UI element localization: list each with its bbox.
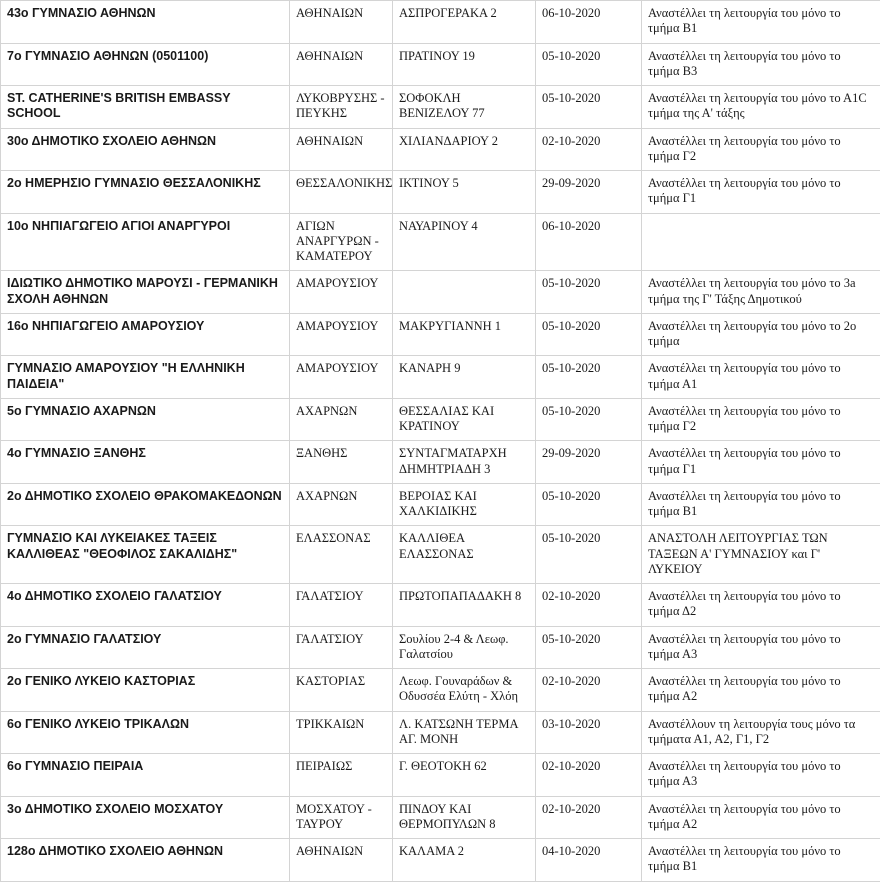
note-cell: Αναστέλλει τη λειτουργία του μόνο το Α1C τμήμα της Α' τάξης	[642, 86, 880, 129]
date-cell: 03-10-2020	[536, 711, 642, 754]
note-cell: Αναστέλλει τη λειτουργία του μόνο το τμήμα Β3	[642, 43, 880, 86]
school-name-cell: ST. CATHERINE'S BRITISH EMBASSY SCHOOL	[1, 86, 290, 129]
note-cell: Αναστέλλουν τη λειτουργία τους μόνο τα τμήματα Α1, Α2, Γ1, Γ2	[642, 711, 880, 754]
municipality-cell: ΑΜΑΡΟΥΣΙΟΥ	[290, 271, 393, 314]
municipality-cell: ΑΘΗΝΑΙΩΝ	[290, 128, 393, 171]
table-row	[1, 43, 880, 86]
address-cell: ΝΑΥΑΡΙΝΟΥ 4	[393, 213, 536, 271]
date-cell: 05-10-2020	[536, 626, 642, 669]
date-cell: 05-10-2020	[536, 398, 642, 441]
school-name-cell: 2ο ΓΕΝΙΚΟ ΛΥΚΕΙΟ ΚΑΣΤΟΡΙΑΣ	[1, 669, 290, 712]
municipality-cell: ΑΘΗΝΑΙΩΝ	[290, 1, 393, 44]
note-cell: Αναστέλλει τη λειτουργία του μόνο το τμήμα Γ2	[642, 128, 880, 171]
municipality-cell: ΑΓΙΩΝ ΑΝΑΡΓΥΡΩΝ - ΚΑΜΑΤΕΡΟΥ	[290, 213, 393, 271]
date-cell: 05-10-2020	[536, 356, 642, 399]
note-cell: Αναστέλλει τη λειτουργία του μόνο το τμήμα Γ1	[642, 171, 880, 214]
address-cell: ΙΚΤΙΝΟΥ 5	[393, 171, 536, 214]
date-cell: 05-10-2020	[536, 271, 642, 314]
note-cell: ΑΝΑΣΤΟΛΗ ΛΕΙΤΟΥΡΓΙΑΣ ΤΩΝ ΤΑΞΕΩΝ Α' ΓΥΜΝΑΣΙΟΥ και Γ' ΛΥΚΕΙΟΥ	[642, 526, 880, 584]
municipality-cell: ΑΧΑΡΝΩΝ	[290, 398, 393, 441]
address-cell: ΒΕΡΟΙΑΣ ΚΑΙ ΧΑΛΚΙΔΙΚΗΣ	[393, 483, 536, 526]
table-row	[1, 313, 880, 356]
municipality-cell: ΞΑΝΘΗΣ	[290, 441, 393, 484]
note-cell: Αναστέλλει τη λειτουργία του μόνο το τμήμα Γ2	[642, 398, 880, 441]
table-row	[1, 86, 880, 129]
note-cell: Αναστέλλει τη λειτουργία του μόνο το 3a τμήμα της Γ' Τάξης Δημοτικού	[642, 271, 880, 314]
address-cell: ΚΑΝΑΡΗ 9	[393, 356, 536, 399]
school-name-cell: 7ο ΓΥΜΝΑΣΙΟ ΑΘΗΝΩΝ (0501100)	[1, 43, 290, 86]
address-cell: ΣΟΦΟΚΛΗ ΒΕΝΙΖΕΛΟΥ 77	[393, 86, 536, 129]
address-cell: Σουλίου 2-4 & Λεωφ. Γαλατσίου	[393, 626, 536, 669]
table-row	[1, 171, 880, 214]
municipality-cell: ΓΑΛΑΤΣΙΟΥ	[290, 626, 393, 669]
municipality-cell: ΑΘΗΝΑΙΩΝ	[290, 43, 393, 86]
table-row	[1, 483, 880, 526]
address-cell: ΘΕΣΣΑΛΙΑΣ ΚΑΙ ΚΡΑΤΙΝΟΥ	[393, 398, 536, 441]
table-row	[1, 271, 880, 314]
date-cell: 02-10-2020	[536, 754, 642, 797]
note-cell: Αναστέλλει τη λειτουργία του μόνο το τμήμα Β1	[642, 483, 880, 526]
school-name-cell: ΙΔΙΩΤΙΚΟ ΔΗΜΟΤΙΚΟ ΜΑΡΟΥΣΙ - ΓΕΡΜΑΝΙΚΗ ΣΧΟΛΗ ΑΘΗΝΩΝ	[1, 271, 290, 314]
school-name-cell: 43ο ΓΥΜΝΑΣΙΟ ΑΘΗΝΩΝ	[1, 1, 290, 44]
table-row	[1, 526, 880, 584]
note-cell: Αναστέλλει τη λειτουργία του μόνο το τμήμα Α2	[642, 796, 880, 839]
table-row	[1, 796, 880, 839]
address-cell: ΧΙΛΙΑΝΔΑΡΙΟΥ 2	[393, 128, 536, 171]
date-cell: 05-10-2020	[536, 526, 642, 584]
school-name-cell: 4ο ΔΗΜΟΤΙΚΟ ΣΧΟΛΕΙΟ ΓΑΛΑΤΣΙΟΥ	[1, 584, 290, 627]
school-name-cell: 4ο ΓΥΜΝΑΣΙΟ ΞΑΝΘΗΣ	[1, 441, 290, 484]
date-cell: 05-10-2020	[536, 313, 642, 356]
date-cell: 05-10-2020	[536, 483, 642, 526]
note-cell	[642, 213, 880, 271]
note-cell: Αναστέλλει τη λειτουργία του μόνο το τμήμα Α2	[642, 669, 880, 712]
table-row	[1, 1, 880, 44]
date-cell: 06-10-2020	[536, 213, 642, 271]
address-cell: Λεωφ. Γουναράδων & Οδυσσέα Ελύτη - Χλόη	[393, 669, 536, 712]
municipality-cell: ΕΛΑΣΣΟΝΑΣ	[290, 526, 393, 584]
table-row	[1, 213, 880, 271]
note-cell: Αναστέλλει τη λειτουργία του μόνο το τμήμα Α3	[642, 626, 880, 669]
address-cell: ΠΡΑΤΙΝΟΥ 19	[393, 43, 536, 86]
date-cell: 02-10-2020	[536, 584, 642, 627]
address-cell: Γ. ΘΕΟΤΟΚΗ 62	[393, 754, 536, 797]
municipality-cell: ΘΕΣΣΑΛΟΝΙΚΗΣ	[290, 171, 393, 214]
school-name-cell: 5ο ΓΥΜΝΑΣΙΟ ΑΧΑΡΝΩΝ	[1, 398, 290, 441]
municipality-cell: ΑΜΑΡΟΥΣΙΟΥ	[290, 356, 393, 399]
date-cell: 05-10-2020	[536, 43, 642, 86]
table-row	[1, 398, 880, 441]
note-cell: Αναστέλλει τη λειτουργία του μόνο το τμήμα Α1	[642, 356, 880, 399]
note-cell: Αναστέλλει τη λειτουργία του μόνο το τμήμα Α3	[642, 754, 880, 797]
school-name-cell: ΓΥΜΝΑΣΙΟ ΚΑΙ ΛΥΚΕΙΑΚΕΣ ΤΑΞΕΙΣ ΚΑΛΛΙΘΕΑΣ "ΘΕΟΦΙΛΟΣ ΣΑΚΑΛΙΔΗΣ"	[1, 526, 290, 584]
table-row	[1, 839, 880, 882]
municipality-cell: ΜΟΣΧΑΤΟΥ - ΤΑΥΡΟΥ	[290, 796, 393, 839]
note-cell: Αναστέλλει τη λειτουργία του μόνο το 2ο τμήμα	[642, 313, 880, 356]
table-row	[1, 711, 880, 754]
school-name-cell: 16ο ΝΗΠΙΑΓΩΓΕΙΟ ΑΜΑΡΟΥΣΙΟΥ	[1, 313, 290, 356]
school-name-cell: 128ο ΔΗΜΟΤΙΚΟ ΣΧΟΛΕΙΟ ΑΘΗΝΩΝ	[1, 839, 290, 882]
date-cell: 02-10-2020	[536, 669, 642, 712]
school-name-cell: 2ο ΔΗΜΟΤΙΚΟ ΣΧΟΛΕΙΟ ΘΡΑΚΟΜΑΚΕΔΟΝΩΝ	[1, 483, 290, 526]
municipality-cell: ΠΕΙΡΑΙΩΣ	[290, 754, 393, 797]
municipality-cell: ΑΧΑΡΝΩΝ	[290, 483, 393, 526]
address-cell: ΜΑΚΡΥΓΙΑΝΝΗ 1	[393, 313, 536, 356]
note-cell: Αναστέλλει τη λειτουργία του μόνο το τμήμα Β1	[642, 839, 880, 882]
date-cell: 02-10-2020	[536, 128, 642, 171]
date-cell: 04-10-2020	[536, 839, 642, 882]
address-cell: ΑΣΠΡΟΓΕΡΑΚΑ 2	[393, 1, 536, 44]
school-name-cell: 2ο ΗΜΕΡΗΣΙΟ ΓΥΜΝΑΣΙΟ ΘΕΣΣΑΛΟΝΙΚΗΣ	[1, 171, 290, 214]
address-cell: Λ. ΚΑΤΣΩΝΗ ΤΕΡΜΑ ΑΓ. ΜΟΝΗ	[393, 711, 536, 754]
table-row	[1, 754, 880, 797]
table-body	[1, 1, 880, 882]
date-cell: 02-10-2020	[536, 796, 642, 839]
date-cell: 29-09-2020	[536, 171, 642, 214]
municipality-cell: ΤΡΙΚΚΑΙΩΝ	[290, 711, 393, 754]
address-cell: ΚΑΛΛΙΘΕΑ ΕΛΑΣΣΟΝΑΣ	[393, 526, 536, 584]
table-row	[1, 441, 880, 484]
table-row	[1, 626, 880, 669]
address-cell: ΣΥΝΤΑΓΜΑΤΑΡΧΗ ΔΗΜΗΤΡΙΑΔΗ 3	[393, 441, 536, 484]
school-name-cell: 10ο ΝΗΠΙΑΓΩΓΕΙΟ ΑΓΙΟΙ ΑΝΑΡΓΥΡΟΙ	[1, 213, 290, 271]
note-cell: Αναστέλλει τη λειτουργία του μόνο το τμήμα Δ2	[642, 584, 880, 627]
date-cell: 05-10-2020	[536, 86, 642, 129]
date-cell: 06-10-2020	[536, 1, 642, 44]
school-name-cell: 30ο ΔΗΜΟΤΙΚΟ ΣΧΟΛΕΙΟ ΑΘΗΝΩΝ	[1, 128, 290, 171]
address-cell	[393, 271, 536, 314]
address-cell: ΚΑΛΑΜΑ 2	[393, 839, 536, 882]
school-name-cell: 3ο ΔΗΜΟΤΙΚΟ ΣΧΟΛΕΙΟ ΜΟΣΧΑΤΟΥ	[1, 796, 290, 839]
table-row	[1, 128, 880, 171]
note-cell: Αναστέλλει τη λειτουργία του μόνο το τμήμα Γ1	[642, 441, 880, 484]
school-name-cell: 6ο ΓΥΜΝΑΣΙΟ ΠΕΙΡΑΙΑ	[1, 754, 290, 797]
municipality-cell: ΑΘΗΝΑΙΩΝ	[290, 839, 393, 882]
address-cell: ΠΡΩΤΟΠΑΠΑΔΑΚΗ 8	[393, 584, 536, 627]
school-name-cell: ΓΥΜΝΑΣΙΟ ΑΜΑΡΟΥΣΙΟΥ "Η ΕΛΛΗΝΙΚΗ ΠΑΙΔΕΙΑ"	[1, 356, 290, 399]
table-row	[1, 584, 880, 627]
school-name-cell: 2ο ΓΥΜΝΑΣΙΟ ΓΑΛΑΤΣΙΟΥ	[1, 626, 290, 669]
table-row	[1, 356, 880, 399]
address-cell: ΠΙΝΔΟΥ ΚΑΙ ΘΕΡΜΟΠΥΛΩΝ 8	[393, 796, 536, 839]
municipality-cell: ΚΑΣΤΟΡΙΑΣ	[290, 669, 393, 712]
school-name-cell: 6ο ΓΕΝΙΚΟ ΛΥΚΕΙΟ ΤΡΙΚΑΛΩΝ	[1, 711, 290, 754]
municipality-cell: ΛΥΚΟΒΡΥΣΗΣ - ΠΕΥΚΗΣ	[290, 86, 393, 129]
municipality-cell: ΓΑΛΑΤΣΙΟΥ	[290, 584, 393, 627]
note-cell: Αναστέλλει τη λειτουργία του μόνο το τμήμα Β1	[642, 1, 880, 44]
municipality-cell: ΑΜΑΡΟΥΣΙΟΥ	[290, 313, 393, 356]
table-row	[1, 669, 880, 712]
date-cell: 29-09-2020	[536, 441, 642, 484]
